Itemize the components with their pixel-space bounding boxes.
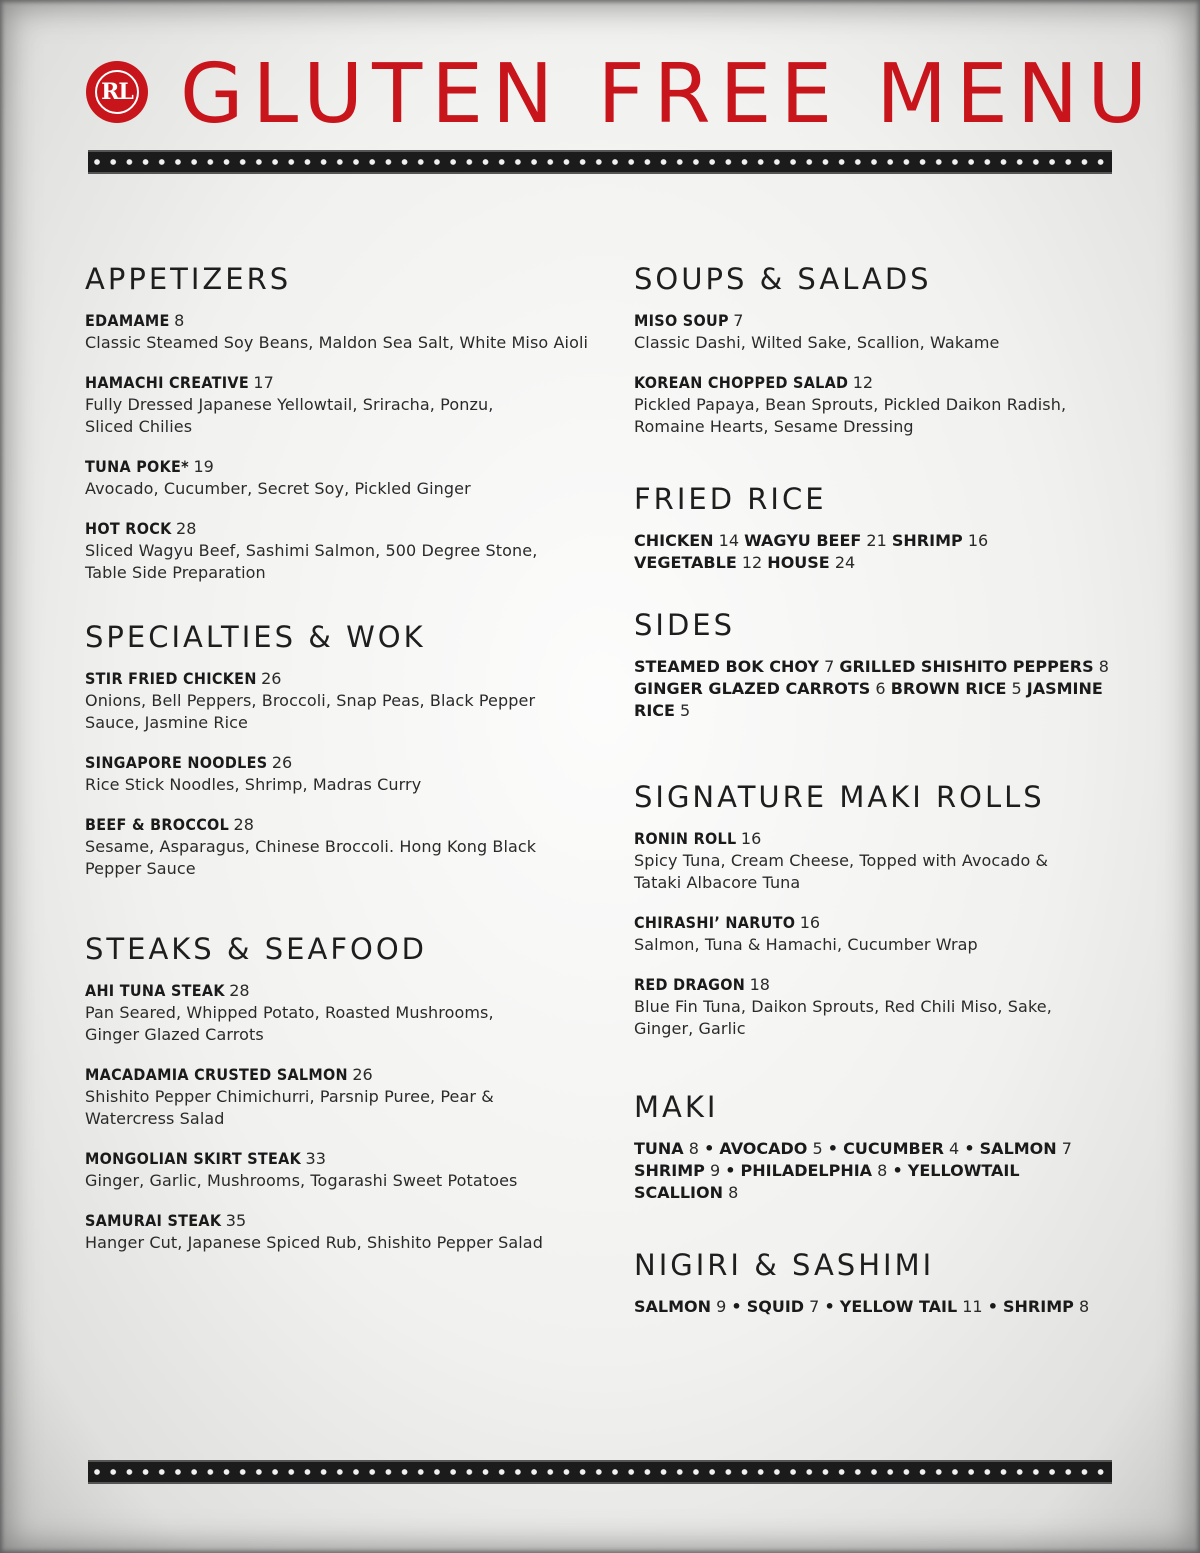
section-heading: SPECIALTIES & WOK — [85, 620, 426, 654]
item-name: RED DRAGON — [634, 975, 746, 994]
item-description: Fully Dressed Japanese Yellowtail, Sriracha, Ponzu, Sliced Chilies — [85, 395, 494, 436]
item-description: Pan Seared, Whipped Potato, Roasted Mushrooms, Ginger Glazed Carrots — [85, 1003, 494, 1044]
entry-price: 16 — [967, 531, 989, 550]
bullet-separator: • — [892, 1161, 903, 1180]
menu-item — [85, 518, 595, 584]
item-name: CHIRASHI’ NARUTO — [634, 913, 796, 932]
list-entry — [634, 531, 739, 550]
left-column — [85, 262, 595, 1272]
list-entry — [634, 1139, 699, 1158]
entry-name: AVOCADO — [719, 1139, 808, 1158]
item-price: 28 — [229, 981, 250, 1000]
entry-price: 7 — [824, 657, 835, 676]
film-strip-divider-top — [88, 150, 1112, 174]
section-heading: FRIED RICE — [634, 482, 827, 516]
entry-name: SALMON — [979, 1139, 1057, 1158]
list-entry — [840, 1297, 983, 1316]
item-name: STIR FRIED CHICKEN — [85, 669, 257, 688]
item-name: MISO SOUP — [634, 311, 729, 330]
entry-name: SQUID — [746, 1297, 805, 1316]
entry-name: WAGYU BEEF — [744, 531, 862, 550]
entry-name: JASMINE RICE — [634, 679, 1103, 720]
item-description: Rice Stick Noodles, Shrimp, Madras Curry — [85, 775, 422, 794]
item-name: SAMURAI STEAK — [85, 1211, 222, 1230]
list-entry — [634, 657, 834, 676]
section-heading: STEAKS & SEAFOOD — [85, 932, 427, 966]
list-entry — [744, 531, 887, 550]
entry-price: 8 — [1078, 1297, 1090, 1316]
entry-name: CUCUMBER — [843, 1139, 944, 1158]
bullet-separator: • — [725, 1161, 736, 1180]
nigiri-list — [634, 1296, 1134, 1318]
film-strip-divider-bottom — [88, 1460, 1112, 1484]
list-entry — [741, 1161, 888, 1180]
item-description: Salmon, Tuna & Hamachi, Cucumber Wrap — [634, 935, 978, 954]
menu-item — [634, 828, 1144, 894]
entry-price: 5 — [680, 701, 691, 720]
menu-item — [85, 456, 595, 500]
entry-price: 11 — [962, 1297, 983, 1316]
entry-price: 8 — [688, 1139, 699, 1158]
entry-price: 8 — [1098, 657, 1109, 676]
item-name: KOREAN CHOPPED SALAD — [634, 373, 849, 392]
item-price: 17 — [253, 373, 274, 392]
restaurant-logo — [86, 61, 148, 123]
menu-item — [634, 974, 1144, 1040]
entry-price: 5 — [812, 1139, 823, 1158]
item-price: 8 — [174, 311, 185, 330]
item-description: Ginger, Garlic, Mushrooms, Togarashi Sweet Potatoes — [85, 1171, 518, 1190]
list-entry — [892, 531, 988, 550]
item-description: Avocado, Cucumber, Secret Soy, Pickled Ginger — [85, 479, 471, 498]
menu-item — [85, 1064, 595, 1130]
item-description: Shishito Pepper Chimichurri, Parsnip Puree, Pear & Watercress Salad — [85, 1087, 494, 1128]
item-description: Sesame, Asparagus, Chinese Broccoli. Hong Kong Black Pepper Sauce — [85, 837, 537, 878]
item-name: MACADAMIA CRUSTED SALMON — [85, 1065, 348, 1084]
item-price: 18 — [749, 975, 770, 994]
entry-name: CHICKEN — [634, 531, 714, 550]
section-maki — [634, 1090, 1144, 1204]
entry-price: 24 — [834, 553, 856, 572]
menu-item — [85, 980, 595, 1046]
entry-price: 9 — [716, 1297, 727, 1316]
list-entry — [891, 679, 1022, 698]
item-price: 26 — [352, 1065, 373, 1084]
item-name: MONGOLIAN SKIRT STEAK — [85, 1149, 302, 1168]
item-price: 7 — [733, 311, 744, 330]
menu-item — [634, 372, 1144, 438]
item-description: Classic Steamed Soy Beans, Maldon Sea Salt, White Miso Aioli — [85, 333, 589, 352]
item-price: 28 — [176, 519, 197, 538]
logo-monogram: RL — [95, 70, 139, 114]
list-entry — [634, 553, 762, 572]
section-fried-rice — [634, 482, 1144, 574]
entry-price: 5 — [1011, 679, 1022, 698]
menu-item — [85, 310, 595, 354]
item-name: TUNA POKE* — [85, 457, 189, 476]
item-price: 16 — [740, 829, 762, 848]
entry-price: 7 — [809, 1297, 820, 1316]
item-name: EDAMAME — [85, 311, 170, 330]
item-description: Onions, Bell Peppers, Broccoli, Snap Peas, Black Pepper Sauce, Jasmine Rice — [85, 691, 536, 732]
entry-price: 8 — [728, 1183, 739, 1202]
list-entry — [719, 1139, 822, 1158]
entry-name: TUNA — [634, 1139, 684, 1158]
item-name: SINGAPORE NOODLES — [85, 753, 268, 772]
fried-rice-list — [634, 530, 1034, 574]
item-description: Classic Dashi, Wilted Sake, Scallion, Wakame — [634, 333, 1000, 352]
entry-price: 7 — [1061, 1139, 1072, 1158]
section-heading: NIGIRI & SASHIMI — [634, 1248, 935, 1282]
entry-price: 9 — [709, 1161, 721, 1180]
section-steaks-seafood — [85, 932, 595, 1254]
entry-name: YELLOW TAIL — [839, 1297, 958, 1316]
sides-list — [634, 656, 1134, 722]
list-entry — [747, 1297, 820, 1316]
entry-price: 14 — [718, 531, 739, 550]
bullet-separator: • — [964, 1139, 975, 1158]
page-title: GLUTEN FREE MENU — [180, 47, 1157, 142]
menu-item — [85, 372, 595, 438]
section-signature-maki-rolls — [634, 780, 1144, 1040]
section-heading: SIDES — [634, 608, 736, 642]
entry-name: SHRIMP — [634, 1161, 705, 1180]
entry-name: GINGER GLAZED CARROTS — [634, 679, 871, 698]
item-price: 35 — [225, 1211, 247, 1230]
list-entry — [767, 553, 855, 572]
item-name: AHI TUNA STEAK — [85, 981, 225, 1000]
menu-item — [634, 912, 1144, 956]
section-specialties-wok — [85, 620, 595, 880]
item-name: BEEF & BROCCOL — [85, 815, 230, 834]
entry-name: SHRIMP — [1003, 1297, 1074, 1316]
entry-price: 8 — [877, 1161, 888, 1180]
section-appetizers — [85, 262, 595, 584]
section-heading: SIGNATURE MAKI ROLLS — [634, 780, 1045, 814]
menu-item — [85, 1210, 595, 1254]
section-soups-salads — [634, 262, 1144, 438]
list-entry — [839, 657, 1109, 676]
item-description: Sliced Wagyu Beef, Sashimi Salmon, 500 Degree Stone, Table Side Preparation — [85, 541, 538, 582]
list-entry — [843, 1139, 959, 1158]
menu-item — [85, 752, 595, 796]
entry-name: BROWN RICE — [890, 679, 1007, 698]
entry-name: SALMON — [634, 1297, 712, 1316]
bullet-separator: • — [704, 1139, 715, 1158]
item-description: Hanger Cut, Japanese Spiced Rub, Shishito Pepper Salad — [85, 1233, 543, 1252]
item-price: 16 — [799, 913, 821, 932]
list-entry — [980, 1139, 1072, 1158]
item-price: 33 — [305, 1149, 326, 1168]
entry-name: YELLOWTAIL SCALLION — [634, 1161, 1020, 1202]
item-name: RONIN ROLL — [634, 829, 737, 848]
section-heading: MAKI — [634, 1090, 719, 1124]
item-price: 19 — [193, 457, 214, 476]
section-nigiri-sashimi — [634, 1248, 1144, 1318]
entry-name: VEGETABLE — [634, 553, 737, 572]
item-description: Blue Fin Tuna, Daikon Sprouts, Red Chili Miso, Sake, Ginger, Garlic — [634, 997, 1052, 1038]
section-heading: APPETIZERS — [85, 262, 292, 296]
bullet-separator: • — [824, 1297, 835, 1316]
menu-item — [85, 668, 595, 734]
list-entry — [634, 1161, 720, 1180]
list-entry — [634, 679, 886, 698]
item-description: Pickled Papaya, Bean Sprouts, Pickled Daikon Radish, Romaine Hearts, Sesame Dressing — [634, 395, 1067, 436]
menu-item — [634, 310, 1144, 354]
bullet-separator: • — [987, 1297, 998, 1316]
entry-name: GRILLED SHISHITO PEPPERS — [839, 657, 1094, 676]
entry-price: 12 — [741, 553, 763, 572]
entry-price: 21 — [866, 531, 887, 550]
entry-name: PHILADELPHIA — [740, 1161, 873, 1180]
entry-price: 4 — [949, 1139, 960, 1158]
bullet-separator: • — [827, 1139, 839, 1158]
entry-name: STEAMED BOK CHOY — [634, 657, 819, 676]
item-price: 28 — [233, 815, 254, 834]
item-name: HAMACHI CREATIVE — [85, 373, 249, 392]
maki-list — [634, 1138, 1104, 1204]
item-description: Spicy Tuna, Cream Cheese, Topped with Avocado & Tataki Albacore Tuna — [634, 851, 1049, 892]
section-heading: SOUPS & SALADS — [634, 262, 932, 296]
bullet-separator: • — [731, 1297, 742, 1316]
section-sides — [634, 608, 1144, 722]
entry-price: 6 — [875, 679, 886, 698]
entry-name: SHRIMP — [891, 531, 963, 550]
list-entry — [634, 1297, 726, 1316]
item-price: 26 — [271, 753, 293, 772]
right-column — [634, 262, 1144, 1318]
item-name: HOT ROCK — [85, 519, 172, 538]
item-price: 26 — [261, 669, 282, 688]
list-entry — [1003, 1297, 1089, 1316]
menu-item — [85, 814, 595, 880]
item-price: 12 — [852, 373, 874, 392]
menu-item — [85, 1148, 595, 1192]
entry-name: HOUSE — [767, 553, 830, 572]
